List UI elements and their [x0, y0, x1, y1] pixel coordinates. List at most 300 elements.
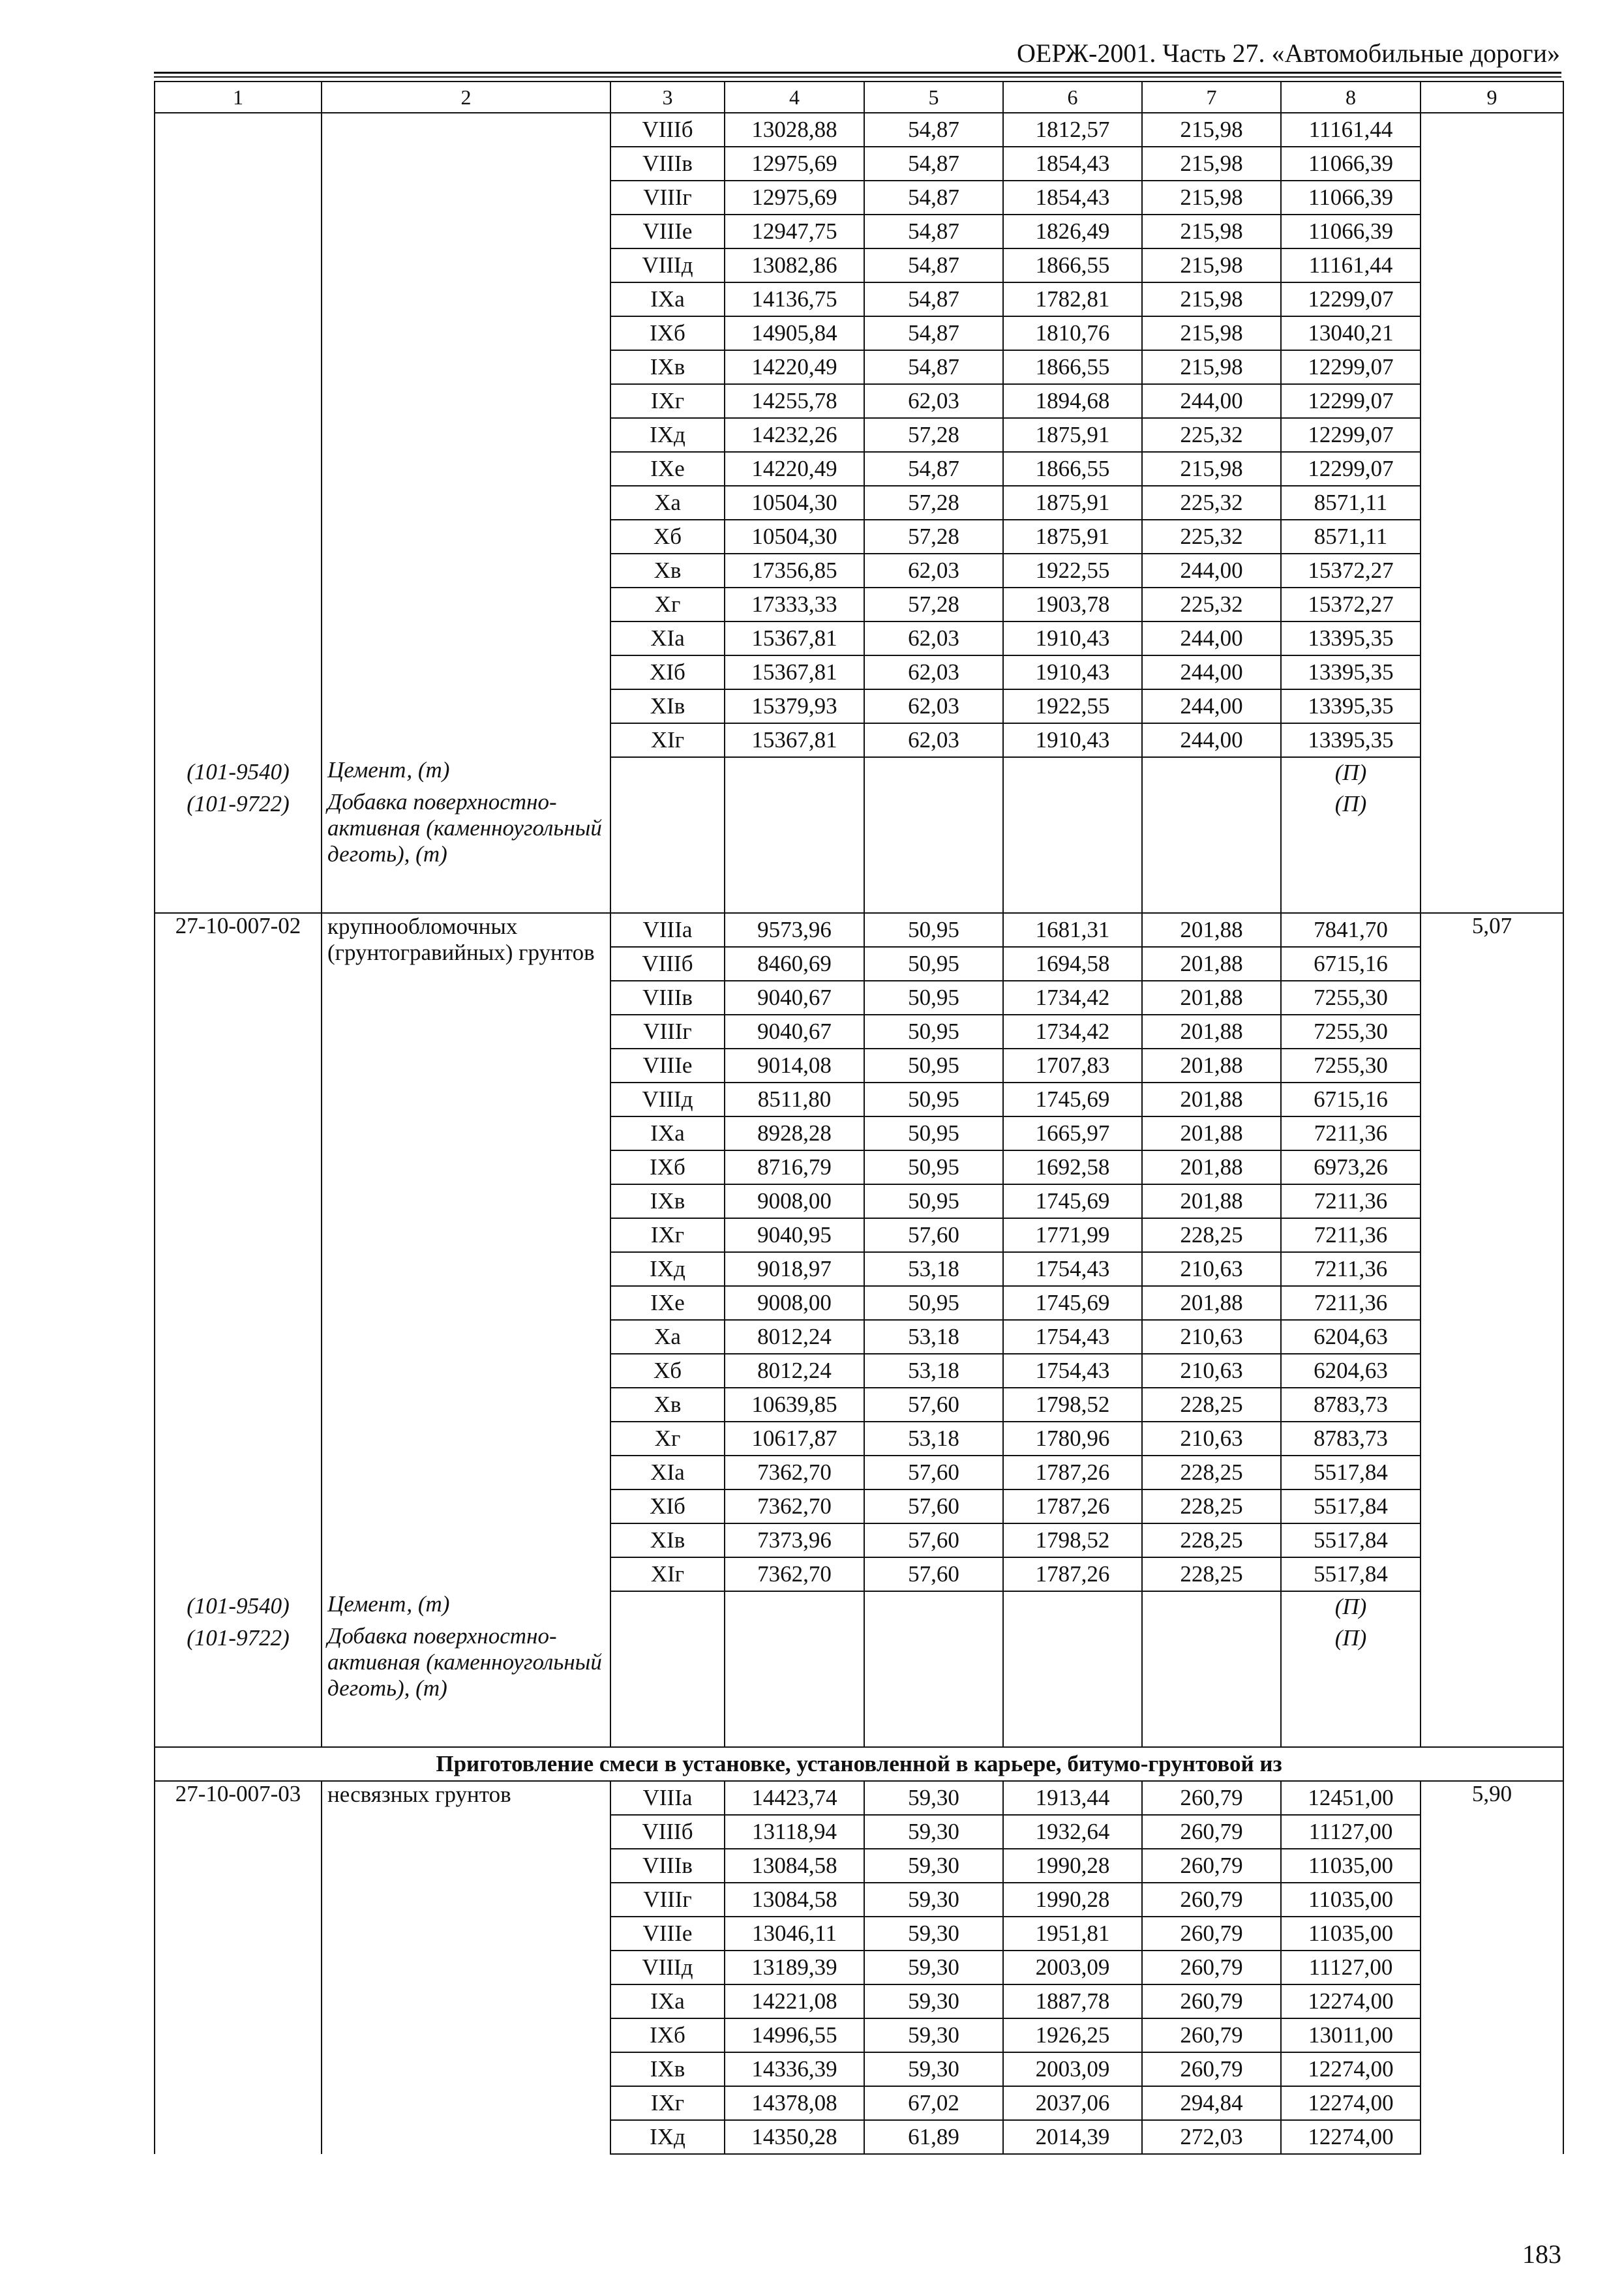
resource-unit-price: (П) — [1281, 1591, 1421, 1623]
cell-col-8: 7211,36 — [1281, 1116, 1421, 1150]
cell-col-5: 57,60 — [864, 1388, 1003, 1422]
resource-row — [155, 1591, 1563, 1623]
cell-col-6: 1694,58 — [1003, 947, 1142, 981]
cell-col-5: 57,60 — [864, 1489, 1003, 1523]
cell-col-4: 12947,75 — [725, 215, 864, 248]
cell-col-8: 13395,35 — [1281, 655, 1421, 689]
cell-col-7: 225,32 — [1142, 418, 1281, 452]
cell-col-6: 1866,55 — [1003, 350, 1142, 384]
resource-unit-price: (П) — [1281, 757, 1421, 789]
cell-col-8: 8783,73 — [1281, 1388, 1421, 1422]
cell-col-4: 9008,00 — [725, 1184, 864, 1218]
cell-col-7: 201,88 — [1142, 1150, 1281, 1184]
cell-col-7: 260,79 — [1142, 1883, 1281, 1917]
cell-col-7: 244,00 — [1142, 621, 1281, 655]
cell-col-4: 14220,49 — [725, 452, 864, 486]
cell-col-3: VIIIг — [610, 1883, 725, 1917]
cell-col-3: XIб — [610, 1489, 725, 1523]
cell-col-5: 67,02 — [864, 2086, 1003, 2120]
cell-col-8: 7255,30 — [1281, 981, 1421, 1015]
resource-name: Цемент, (т) — [322, 1591, 610, 1623]
resource-unit-price: (П) — [1281, 1623, 1421, 1747]
empty-cell — [864, 789, 1003, 913]
column-number-5: 5 — [864, 82, 1003, 113]
empty-cell — [725, 1591, 864, 1623]
cell-col-5: 54,87 — [864, 452, 1003, 486]
rate-code: 27-10-007-03 — [155, 1781, 322, 2154]
cell-col-5: 50,95 — [864, 1116, 1003, 1150]
cell-col-5: 59,30 — [864, 1781, 1003, 1815]
cell-col-7: 215,98 — [1142, 215, 1281, 248]
cell-col-5: 57,60 — [864, 1557, 1003, 1591]
cell-col-8: 13011,00 — [1281, 2018, 1421, 2052]
cell-col-7: 201,88 — [1142, 1184, 1281, 1218]
cell-col-8: 5517,84 — [1281, 1557, 1421, 1591]
cell-col-5: 53,18 — [864, 1422, 1003, 1456]
cell-col-3: Xг — [610, 1422, 725, 1456]
page-number: 183 — [1522, 2239, 1561, 2269]
cell-col-7: 215,98 — [1142, 452, 1281, 486]
cell-col-3: VIIIб — [610, 1815, 725, 1849]
cell-col-4: 13028,88 — [725, 113, 864, 147]
cell-col-5: 53,18 — [864, 1320, 1003, 1354]
cell-col-7: 215,98 — [1142, 350, 1281, 384]
cell-col-8: 12274,00 — [1281, 1984, 1421, 2018]
cell-col-4: 14905,84 — [725, 316, 864, 350]
cell-col-6: 1922,55 — [1003, 554, 1142, 588]
rate-code: 27-10-007-02 — [155, 913, 322, 1591]
cell-col-8: 7841,70 — [1281, 913, 1421, 947]
cell-col-6: 1754,43 — [1003, 1252, 1142, 1286]
cell-col-4: 14350,28 — [725, 2120, 864, 2154]
cell-col-4: 8460,69 — [725, 947, 864, 981]
cell-col-3: XIа — [610, 1456, 725, 1489]
cell-col-4: 9040,95 — [725, 1218, 864, 1252]
cell-col-3: IXа — [610, 1984, 725, 2018]
cell-col-5: 50,95 — [864, 1150, 1003, 1184]
cell-col-5: 50,95 — [864, 913, 1003, 947]
column-number-7: 7 — [1142, 82, 1281, 113]
cell-col-3: IXб — [610, 1150, 725, 1184]
cell-col-5: 62,03 — [864, 554, 1003, 588]
cell-col-6: 2014,39 — [1003, 2120, 1142, 2154]
resource-code: (101-9540) — [155, 1591, 322, 1623]
cell-col-8: 7255,30 — [1281, 1015, 1421, 1049]
cell-col-7: 260,79 — [1142, 1849, 1281, 1883]
cell-col-7: 260,79 — [1142, 1984, 1281, 2018]
cell-col-3: IXб — [610, 2018, 725, 2052]
table-row — [155, 1781, 1563, 1815]
cell-col-6: 1903,78 — [1003, 588, 1142, 621]
cell-col-6: 1798,52 — [1003, 1523, 1142, 1557]
cell-col-3: VIIIв — [610, 1849, 725, 1883]
cell-col-4: 7373,96 — [725, 1523, 864, 1557]
empty-cell — [1003, 757, 1142, 789]
cell-col-7: 260,79 — [1142, 1815, 1281, 1849]
column-number-3: 3 — [610, 82, 725, 113]
cell-col-6: 1875,91 — [1003, 418, 1142, 452]
cell-col-3: IXд — [610, 2120, 725, 2154]
cell-col-6: 1798,52 — [1003, 1388, 1142, 1422]
cell-col-8: 12299,07 — [1281, 282, 1421, 316]
cell-col-4: 15367,81 — [725, 621, 864, 655]
empty-cell — [610, 789, 725, 913]
cell-col-5: 54,87 — [864, 282, 1003, 316]
section-title-row — [155, 1747, 1563, 1781]
cell-col-8: 15372,27 — [1281, 588, 1421, 621]
cell-col-5: 57,60 — [864, 1456, 1003, 1489]
cell-col-4: 14336,39 — [725, 2052, 864, 2086]
cell-col-6: 1854,43 — [1003, 181, 1142, 215]
cell-col-7: 244,00 — [1142, 554, 1281, 588]
cell-col-8: 13395,35 — [1281, 689, 1421, 723]
column-number-row — [155, 82, 1563, 113]
cell-col-8: 8571,11 — [1281, 486, 1421, 520]
resource-code: (101-9540) — [155, 757, 322, 789]
cell-col-4: 9573,96 — [725, 913, 864, 947]
cell-col-6: 2037,06 — [1003, 2086, 1142, 2120]
cell-col-6: 1910,43 — [1003, 723, 1142, 757]
header-rule-thin — [154, 76, 1561, 78]
cell-col-6: 1810,76 — [1003, 316, 1142, 350]
cell-col-3: IXб — [610, 316, 725, 350]
cell-col-5: 50,95 — [864, 1083, 1003, 1116]
empty-cell — [864, 1623, 1003, 1747]
column-number-4: 4 — [725, 82, 864, 113]
cell-col-4: 9040,67 — [725, 1015, 864, 1049]
cell-col-8: 11161,44 — [1281, 248, 1421, 282]
cell-col-8: 12299,07 — [1281, 384, 1421, 418]
cell-col-6: 1782,81 — [1003, 282, 1142, 316]
cell-col-7: 272,03 — [1142, 2120, 1281, 2154]
resource-row — [155, 789, 1563, 913]
cell-col-6: 1692,58 — [1003, 1150, 1142, 1184]
table-row — [155, 913, 1563, 947]
empty-cell — [725, 1623, 864, 1747]
cell-col-6: 1812,57 — [1003, 113, 1142, 147]
cell-col-5: 57,28 — [864, 520, 1003, 554]
cell-col-3: Xб — [610, 520, 725, 554]
cell-col-3: IXе — [610, 452, 725, 486]
cell-col-7: 201,88 — [1142, 947, 1281, 981]
cell-col-5: 59,30 — [864, 2018, 1003, 2052]
cell-col-5: 54,87 — [864, 215, 1003, 248]
cell-col-8: 5517,84 — [1281, 1456, 1421, 1489]
cell-col-4: 14996,55 — [725, 2018, 864, 2052]
cell-col-5: 57,28 — [864, 418, 1003, 452]
cell-col-4: 8012,24 — [725, 1354, 864, 1388]
column-number-6: 6 — [1003, 82, 1142, 113]
empty-cell — [1142, 789, 1281, 913]
cell-col-3: IXд — [610, 1252, 725, 1286]
cell-col-4: 7362,70 — [725, 1557, 864, 1591]
cell-col-8: 5517,84 — [1281, 1489, 1421, 1523]
cell-col-4: 13084,58 — [725, 1849, 864, 1883]
cell-col-4: 14232,26 — [725, 418, 864, 452]
resource-name: Цемент, (т) — [322, 757, 610, 789]
empty-cell — [1142, 757, 1281, 789]
cell-col-6: 1754,43 — [1003, 1354, 1142, 1388]
cell-col-3: VIIIв — [610, 147, 725, 181]
cell-col-5: 54,87 — [864, 316, 1003, 350]
cell-col-7: 201,88 — [1142, 1015, 1281, 1049]
cell-col-9 — [1421, 113, 1563, 913]
cell-col-3: VIIIв — [610, 981, 725, 1015]
cell-col-6: 1707,83 — [1003, 1049, 1142, 1083]
cell-col-3: IXв — [610, 2052, 725, 2086]
empty-cell — [1142, 1623, 1281, 1747]
cell-col-6: 2003,09 — [1003, 1951, 1142, 1984]
cell-col-3: XIв — [610, 1523, 725, 1557]
cell-col-6: 1826,49 — [1003, 215, 1142, 248]
rate-name: несвязных грунтов — [322, 1781, 610, 2154]
cell-col-7: 244,00 — [1142, 689, 1281, 723]
cell-col-5: 50,95 — [864, 1184, 1003, 1218]
cell-col-8: 7255,30 — [1281, 1049, 1421, 1083]
cell-col-5: 50,95 — [864, 1286, 1003, 1320]
empty-cell — [610, 1623, 725, 1747]
cell-col-4: 14221,08 — [725, 1984, 864, 2018]
cell-col-4: 10639,85 — [725, 1388, 864, 1422]
cell-col-6: 1780,96 — [1003, 1422, 1142, 1456]
cell-col-7: 244,00 — [1142, 384, 1281, 418]
resource-code: (101-9722) — [155, 1623, 322, 1747]
cell-col-6: 1754,43 — [1003, 1320, 1142, 1354]
cell-col-3: VIIIг — [610, 1015, 725, 1049]
cell-col-7: 201,88 — [1142, 913, 1281, 947]
cell-col-5: 62,03 — [864, 621, 1003, 655]
cell-col-7: 244,00 — [1142, 723, 1281, 757]
cell-col-3: XIг — [610, 1557, 725, 1591]
resource-row — [155, 1623, 1563, 1747]
cell-col-5: 53,18 — [864, 1252, 1003, 1286]
cell-col-7: 215,98 — [1142, 147, 1281, 181]
cell-col-7: 228,25 — [1142, 1557, 1281, 1591]
cell-col-5: 62,03 — [864, 723, 1003, 757]
cell-col-7: 228,25 — [1142, 1489, 1281, 1523]
cell-col-6: 1910,43 — [1003, 621, 1142, 655]
cell-col-9: 5,07 — [1421, 913, 1563, 1747]
cell-col-6: 1745,69 — [1003, 1184, 1142, 1218]
cell-col-3: IXг — [610, 384, 725, 418]
cell-col-6: 1854,43 — [1003, 147, 1142, 181]
cell-col-4: 17333,33 — [725, 588, 864, 621]
cell-col-8: 6204,63 — [1281, 1354, 1421, 1388]
cell-col-3: Xб — [610, 1354, 725, 1388]
cell-col-8: 13040,21 — [1281, 316, 1421, 350]
cell-col-3: IXг — [610, 1218, 725, 1252]
cell-col-4: 9014,08 — [725, 1049, 864, 1083]
cell-col-7: 260,79 — [1142, 1951, 1281, 1984]
cell-col-7: 201,88 — [1142, 1286, 1281, 1320]
cell-col-8: 11127,00 — [1281, 1815, 1421, 1849]
rates-table — [154, 81, 1564, 2155]
section-title: Приготовление смеси в установке, установленной в карьере, битумо-грунтовой из — [155, 1747, 1563, 1781]
cell-col-5: 59,30 — [864, 1815, 1003, 1849]
cell-col-6: 1910,43 — [1003, 655, 1142, 689]
cell-col-5: 54,87 — [864, 248, 1003, 282]
cell-col-3: VIIIб — [610, 947, 725, 981]
cell-col-3: VIIIд — [610, 248, 725, 282]
cell-col-7: 228,25 — [1142, 1456, 1281, 1489]
cell-col-3: VIIIа — [610, 913, 725, 947]
cell-col-4: 13189,39 — [725, 1951, 864, 1984]
cell-col-3: VIIIе — [610, 1917, 725, 1951]
cell-col-6: 1875,91 — [1003, 520, 1142, 554]
cell-col-4: 13084,58 — [725, 1883, 864, 1917]
cell-col-3: Xв — [610, 554, 725, 588]
cell-col-7: 215,98 — [1142, 248, 1281, 282]
cell-col-7: 260,79 — [1142, 2052, 1281, 2086]
cell-col-7: 201,88 — [1142, 981, 1281, 1015]
cell-col-8: 12274,00 — [1281, 2120, 1421, 2154]
cell-col-6: 1913,44 — [1003, 1781, 1142, 1815]
cell-col-4: 14220,49 — [725, 350, 864, 384]
cell-col-8: 8571,11 — [1281, 520, 1421, 554]
cell-col-4: 9018,97 — [725, 1252, 864, 1286]
cell-col-7: 225,32 — [1142, 588, 1281, 621]
resource-row — [155, 757, 1563, 789]
cell-col-3: XIв — [610, 689, 725, 723]
cell-col-4: 10504,30 — [725, 520, 864, 554]
cell-col-8: 11161,44 — [1281, 113, 1421, 147]
cell-col-6: 1922,55 — [1003, 689, 1142, 723]
cell-col-8: 13395,35 — [1281, 621, 1421, 655]
cell-col-5: 59,30 — [864, 1984, 1003, 2018]
cell-col-5: 54,87 — [864, 147, 1003, 181]
cell-col-8: 12299,07 — [1281, 350, 1421, 384]
page-header-title: ОЕРЖ-2001. Часть 27. «Автомобильные дороги» — [1017, 38, 1560, 68]
cell-col-7: 228,25 — [1142, 1523, 1281, 1557]
resource-name: Добавка поверхностно-активная (каменноугольный деготь), (т) — [322, 789, 610, 913]
cell-col-5: 57,60 — [864, 1218, 1003, 1252]
rate-name: крупнообломочных (грунтогравийных) грунтов — [322, 913, 610, 1591]
cell-col-8: 6204,63 — [1281, 1320, 1421, 1354]
cell-col-5: 59,30 — [864, 1849, 1003, 1883]
cell-col-8: 12274,00 — [1281, 2052, 1421, 2086]
cell-col-7: 260,79 — [1142, 2018, 1281, 2052]
cell-col-8: 5517,84 — [1281, 1523, 1421, 1557]
empty-cell — [1003, 1591, 1142, 1623]
cell-col-6: 1894,68 — [1003, 384, 1142, 418]
cell-col-4: 12975,69 — [725, 147, 864, 181]
cell-col-8: 8783,73 — [1281, 1422, 1421, 1456]
cell-col-6: 1771,99 — [1003, 1218, 1142, 1252]
cell-col-4: 14255,78 — [725, 384, 864, 418]
cell-col-7: 201,88 — [1142, 1049, 1281, 1083]
cell-col-7: 210,63 — [1142, 1320, 1281, 1354]
cell-col-4: 15379,93 — [725, 689, 864, 723]
cell-col-7: 210,63 — [1142, 1422, 1281, 1456]
cell-col-4: 8012,24 — [725, 1320, 864, 1354]
cell-col-5: 50,95 — [864, 1049, 1003, 1083]
empty-cell — [864, 757, 1003, 789]
cell-col-8: 11035,00 — [1281, 1917, 1421, 1951]
column-number-8: 8 — [1281, 82, 1421, 113]
cell-col-5: 62,03 — [864, 384, 1003, 418]
cell-col-5: 59,30 — [864, 1917, 1003, 1951]
cell-col-6: 1787,26 — [1003, 1489, 1142, 1523]
cell-col-6: 1787,26 — [1003, 1557, 1142, 1591]
cell-col-6: 1926,25 — [1003, 2018, 1142, 2052]
cell-col-8: 7211,36 — [1281, 1252, 1421, 1286]
cell-col-4: 7362,70 — [725, 1456, 864, 1489]
cell-col-4: 14378,08 — [725, 2086, 864, 2120]
cell-col-4: 10504,30 — [725, 486, 864, 520]
cell-col-5: 61,89 — [864, 2120, 1003, 2154]
cell-col-4: 15367,81 — [725, 723, 864, 757]
header-rule — [154, 72, 1561, 74]
cell-col-8: 6973,26 — [1281, 1150, 1421, 1184]
cell-col-3: VIIIд — [610, 1951, 725, 1984]
cell-col-6: 1745,69 — [1003, 1083, 1142, 1116]
cell-col-5: 50,95 — [864, 981, 1003, 1015]
cell-col-5: 54,87 — [864, 113, 1003, 147]
cell-col-5: 50,95 — [864, 947, 1003, 981]
cell-col-3: Xг — [610, 588, 725, 621]
cell-col-3: VIIIа — [610, 1781, 725, 1815]
cell-col-3: VIIIе — [610, 1049, 725, 1083]
cell-col-7: 201,88 — [1142, 1116, 1281, 1150]
cell-col-6: 1734,42 — [1003, 981, 1142, 1015]
cell-col-7: 210,63 — [1142, 1354, 1281, 1388]
cell-col-3: Xа — [610, 1320, 725, 1354]
cell-col-8: 12274,00 — [1281, 2086, 1421, 2120]
rate-name — [322, 113, 610, 757]
cell-col-8: 15372,27 — [1281, 554, 1421, 588]
empty-cell — [1003, 1623, 1142, 1747]
cell-col-5: 50,95 — [864, 1015, 1003, 1049]
cell-col-8: 13395,35 — [1281, 723, 1421, 757]
cell-col-7: 215,98 — [1142, 113, 1281, 147]
cell-col-4: 10617,87 — [725, 1422, 864, 1456]
cell-col-5: 62,03 — [864, 689, 1003, 723]
cell-col-5: 57,28 — [864, 588, 1003, 621]
cell-col-6: 2003,09 — [1003, 2052, 1142, 2086]
cell-col-4: 17356,85 — [725, 554, 864, 588]
cell-col-4: 8511,80 — [725, 1083, 864, 1116]
cell-col-3: VIIIб — [610, 113, 725, 147]
cell-col-8: 11127,00 — [1281, 1951, 1421, 1984]
cell-col-5: 57,60 — [864, 1523, 1003, 1557]
cell-col-7: 215,98 — [1142, 316, 1281, 350]
cell-col-8: 7211,36 — [1281, 1286, 1421, 1320]
cell-col-5: 54,87 — [864, 181, 1003, 215]
cell-col-3: IXа — [610, 1116, 725, 1150]
cell-col-4: 9008,00 — [725, 1286, 864, 1320]
cell-col-8: 11066,39 — [1281, 147, 1421, 181]
cell-col-7: 228,25 — [1142, 1218, 1281, 1252]
cell-col-5: 59,30 — [864, 1951, 1003, 1984]
cell-col-7: 215,98 — [1142, 181, 1281, 215]
cell-col-4: 13046,11 — [725, 1917, 864, 1951]
column-number-1: 1 — [155, 82, 322, 113]
cell-col-3: XIа — [610, 621, 725, 655]
cell-col-8: 6715,16 — [1281, 947, 1421, 981]
cell-col-8: 7211,36 — [1281, 1184, 1421, 1218]
cell-col-3: IXг — [610, 2086, 725, 2120]
cell-col-7: 225,32 — [1142, 486, 1281, 520]
cell-col-5: 57,28 — [864, 486, 1003, 520]
table-row — [155, 113, 1563, 147]
cell-col-6: 1665,97 — [1003, 1116, 1142, 1150]
cell-col-7: 260,79 — [1142, 1917, 1281, 1951]
cell-col-7: 244,00 — [1142, 655, 1281, 689]
empty-cell — [725, 757, 864, 789]
empty-cell — [610, 1591, 725, 1623]
cell-col-7: 225,32 — [1142, 520, 1281, 554]
column-number-2: 2 — [322, 82, 610, 113]
